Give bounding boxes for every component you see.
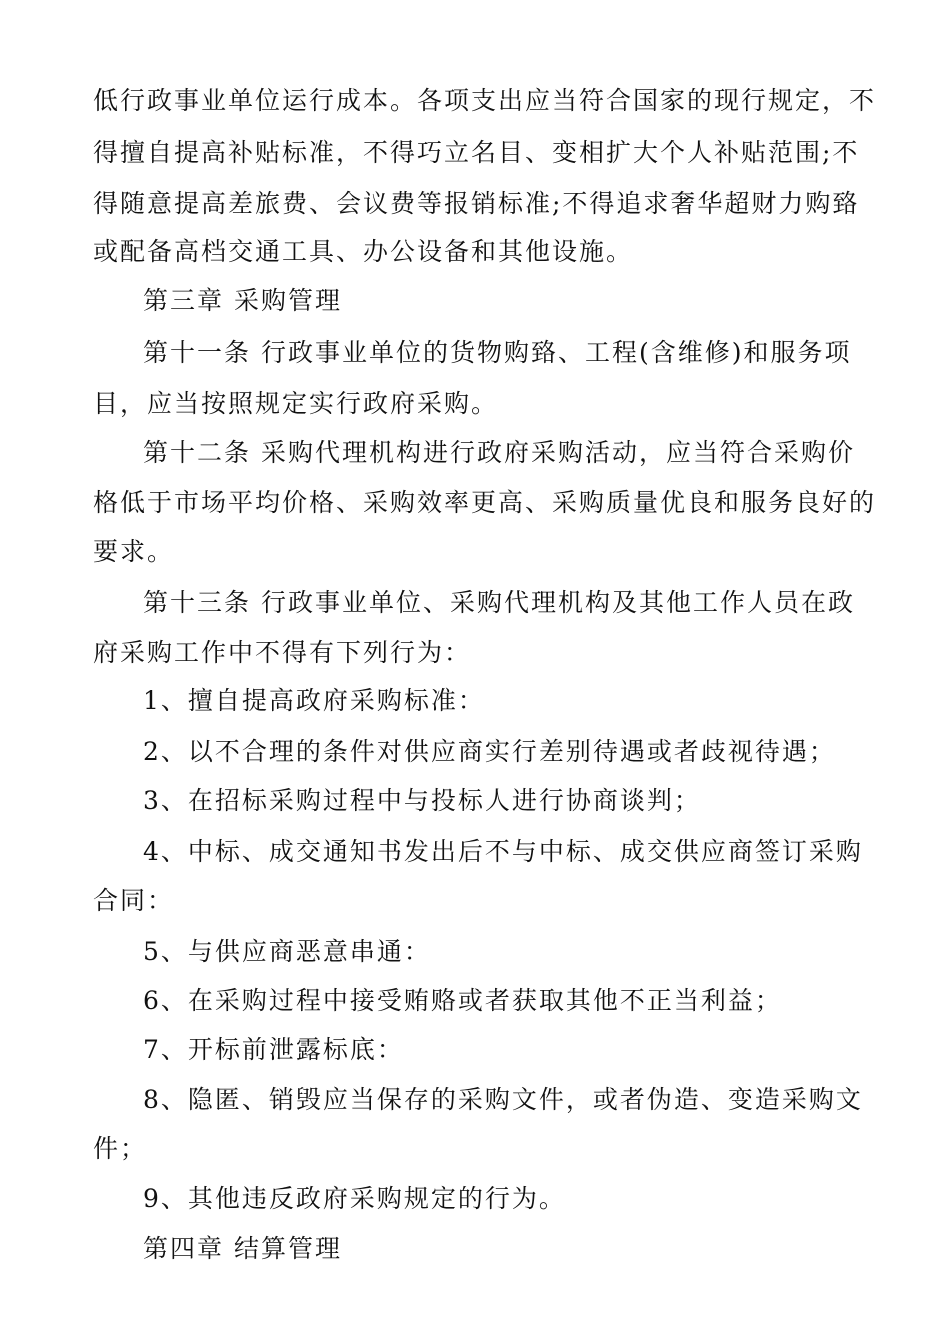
list-item: 4、中标、成交通知书发出后不与中标、成交供应商签订采购 <box>143 837 863 866</box>
chapter-heading: 第四章 结算管理 <box>143 1234 342 1263</box>
text-line: 目，应当按照规定实行政府采购。 <box>93 389 499 418</box>
article-text: 第十二条 采购代理机构进行政府采购活动，应当符合采购价 <box>143 438 855 467</box>
text-line: 件； <box>93 1134 148 1163</box>
list-item: 7、开标前泄露标底： <box>143 1035 404 1064</box>
text-line: 要求。 <box>93 537 175 566</box>
text-line: 得随意提高差旅费、会议费等报销标准;不得追求奢华超财力购臵 <box>93 189 860 218</box>
list-item: 2、以不合理的条件对供应商实行差别待遇或者歧视待遇； <box>143 737 836 766</box>
list-item: 9、其他违反政府采购规定的行为。 <box>143 1184 566 1213</box>
list-item: 6、在采购过程中接受贿赂或者获取其他不正当利益； <box>143 986 782 1015</box>
text-line: 得擅自提高补贴标准，不得巧立名目、变相扩大个人补贴范围;不 <box>93 138 860 167</box>
list-item: 5、与供应商恶意串通： <box>143 937 431 966</box>
list-item: 3、在招标采购过程中与投标人进行协商谈判； <box>143 786 701 815</box>
text-line: 格低于市场平均价格、采购效率更高、采购质量优良和服务良好的 <box>93 488 877 517</box>
text-line: 府采购工作中不得有下列行为： <box>93 638 472 667</box>
list-item: 8、隐匿、销毁应当保存的采购文件，或者伪造、变造采购文 <box>143 1085 863 1114</box>
text-line: 或配备高档交通工具、办公设备和其他设施。 <box>93 237 634 266</box>
chapter-heading: 第三章 采购管理 <box>143 286 342 315</box>
text-line: 低行政事业单位运行成本。各项支出应当符合国家的现行规定，不 <box>93 86 877 115</box>
article-text: 第十三条 行政事业单位、采购代理机构及其他工作人员在政 <box>143 588 855 617</box>
article-text: 第十一条 行政事业单位的货物购臵、工程(含维修)和服务项 <box>143 338 852 367</box>
list-item: 1、擅自提高政府采购标准： <box>143 686 485 715</box>
text-line: 合同： <box>93 886 175 915</box>
